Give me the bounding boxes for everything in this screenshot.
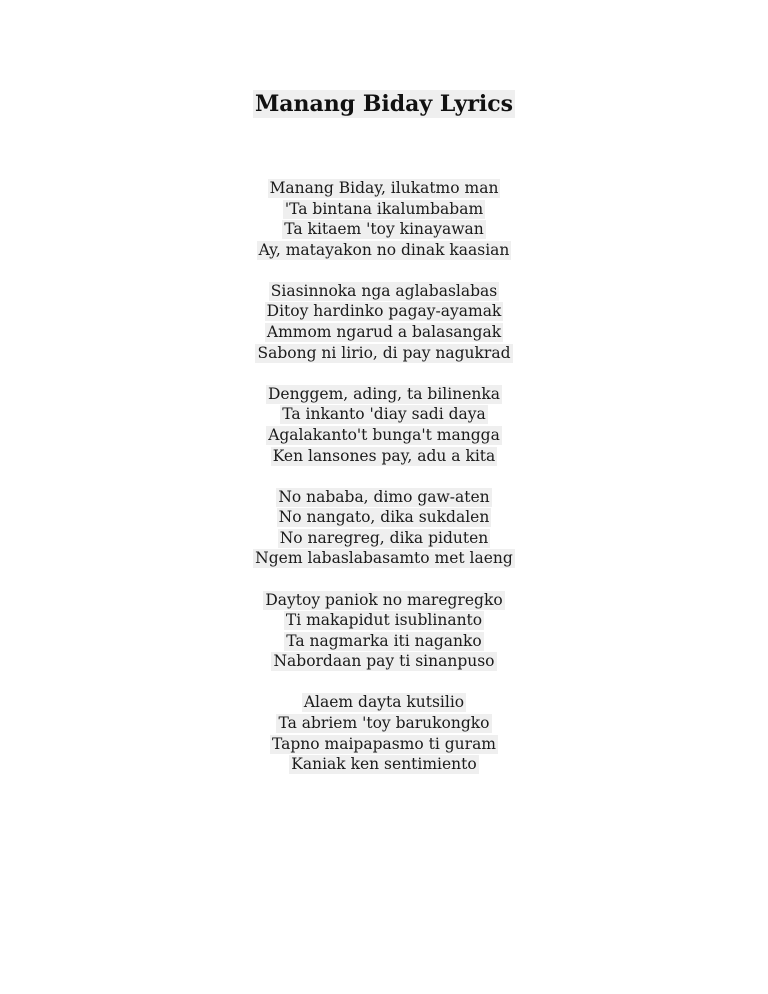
lyric-line — [0, 548, 768, 569]
lyric-text: Ta inkanto 'diay sadi daya — [282, 405, 486, 424]
lyric-text: Ditoy hardinko pagay-ayamak — [266, 302, 502, 321]
lyric-text: Nabordaan pay ti sinanpuso — [273, 652, 495, 671]
lyric-line — [0, 651, 768, 672]
lyric-line — [0, 528, 768, 549]
stanza — [0, 590, 768, 672]
lyric-line — [0, 404, 768, 425]
lyric-line — [0, 446, 768, 467]
lyric-text: Daytoy paniok no maregregko — [265, 590, 503, 609]
lyric-text: Agalakanto't bunga't mangga — [268, 425, 500, 444]
lyrics-body — [0, 178, 768, 795]
lyric-line — [0, 590, 768, 611]
lyric-line — [0, 343, 768, 364]
lyric-line — [0, 281, 768, 302]
lyric-text: Alaem dayta kutsilio — [303, 693, 465, 712]
lyric-line — [0, 301, 768, 322]
lyric-line — [0, 734, 768, 755]
lyric-line — [0, 219, 768, 240]
lyric-text: Sabong ni lirio, di pay nagukrad — [257, 343, 511, 362]
lyric-text: No naregreg, dika piduten — [279, 528, 489, 547]
lyric-line — [0, 610, 768, 631]
lyric-text: Ngem labaslabasamto met laeng — [255, 549, 513, 568]
lyric-text: Ti makapidut isublinanto — [285, 611, 483, 630]
lyric-line — [0, 692, 768, 713]
lyric-text: No nangato, dika sukdalen — [278, 508, 490, 527]
lyric-text: 'Ta bintana ikalumbabam — [284, 199, 484, 218]
lyric-line — [0, 199, 768, 220]
lyric-line — [0, 754, 768, 775]
lyric-text: Tapno maipapasmo ti guram — [271, 734, 497, 753]
lyric-line — [0, 384, 768, 405]
lyric-text: Ta kitaem 'toy kinayawan — [284, 220, 484, 239]
lyric-line — [0, 631, 768, 652]
lyric-line — [0, 322, 768, 343]
stanza — [0, 281, 768, 363]
lyric-line — [0, 713, 768, 734]
lyric-line — [0, 240, 768, 261]
lyric-line — [0, 487, 768, 508]
title-container — [0, 90, 768, 118]
stanza — [0, 692, 768, 774]
lyric-text: Ta abriem 'toy barukongko — [278, 713, 490, 732]
lyric-text: Ammom ngarud a balasangak — [266, 323, 502, 342]
lyric-line — [0, 178, 768, 199]
stanza — [0, 384, 768, 466]
lyric-text: No nababa, dimo gaw-aten — [278, 487, 490, 506]
page-title: Manang Biday Lyrics — [254, 91, 514, 117]
stanza — [0, 178, 768, 260]
lyric-text: Ay, matayakon no dinak kaasian — [258, 240, 510, 259]
lyric-line — [0, 425, 768, 446]
lyric-text: Ta nagmarka iti naganko — [286, 631, 482, 650]
lyric-text: Siasinnoka nga aglabaslabas — [270, 281, 498, 300]
lyric-text: Ken lansones pay, adu a kita — [272, 446, 496, 465]
stanza — [0, 487, 768, 569]
lyric-text: Kaniak ken sentimiento — [291, 755, 477, 774]
lyric-line — [0, 507, 768, 528]
lyric-text: Manang Biday, ilukatmo man — [269, 179, 499, 197]
lyric-text: Denggem, ading, ta bilinenka — [268, 384, 500, 403]
